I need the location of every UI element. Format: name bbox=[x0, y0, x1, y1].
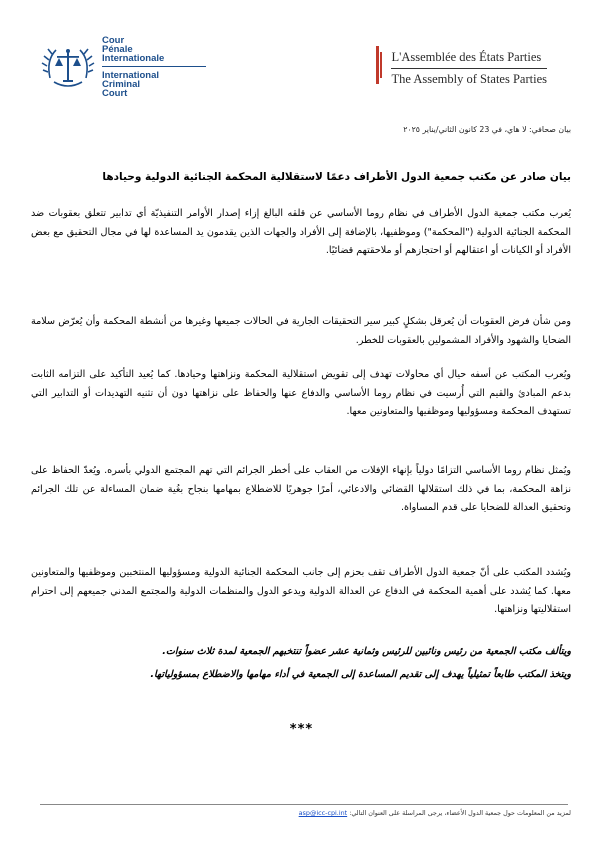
footer-text: لمزيد من المعلومات حول جمعية الدول الأعضاء، يرجى المراسلة على العنوان التالي: bbox=[349, 809, 571, 817]
organization-names bbox=[102, 36, 206, 98]
paragraph-3: ويُعرب المكتب عن أسفه حيال أي محاولات تهدف إلى تقويض استقلالية المحكمة ونزاهتها وحيادها. كما يُعيد التأكيد على التزامه الثابت بدعم المبادئ والقيم التي أُرسيت في نظام روما الأساسي والدفاع عنها والحفاظ على نزاهتها دون أن تثنيه التهديدات أو التدابير التي تستهدف المحكمة ومسؤوليها وموظفيها والمتعاونين معها. bbox=[31, 369, 571, 417]
footer-email-link[interactable]: asp@icc-cpi.int bbox=[298, 809, 348, 817]
dateline: بيان صحافي: لا هاي، في 23 كانون الثاني/يناير ٢٠٢٥ bbox=[403, 125, 571, 134]
paragraph-2: ومن شأن فرض العقوبات أن يُعرقل بشكلٍ كبير سير التحقيقات الجارية في الحالات جميعها وغيرها من أنشطة المحكمة وأن يُعرّض سلامة الضحايا والشهود والأفراد المشمولين بالعقوبات للخطر. bbox=[31, 316, 571, 346]
org-fr-line: Internationale bbox=[102, 53, 165, 64]
org-fr-line: Cour bbox=[102, 35, 125, 46]
footer bbox=[299, 809, 571, 817]
org-en-line: Criminal bbox=[102, 79, 141, 90]
statement-title: بيان صادر عن مكتب جمعية الدول الأطراف دعمًا لاستقلالية المحكمة الجنائية الدولية وحيادها bbox=[102, 171, 571, 183]
asp-header bbox=[391, 50, 547, 87]
separator-stars: *** bbox=[289, 722, 314, 737]
footer-divider bbox=[40, 804, 568, 805]
note-role: ويتخذ المكتب طابعاً تمثيلياً يهدف إلى تقديم المساعدة إلى الجمعية في أداء مهامها والاضطلاع بمسؤولياتها. bbox=[150, 669, 571, 680]
asp-emblem-icon bbox=[373, 46, 385, 84]
asp-title-french: L'Assemblée des États Parties bbox=[391, 50, 547, 69]
scales-of-justice-icon bbox=[40, 38, 96, 98]
org-en-line: Court bbox=[102, 88, 128, 99]
org-name-french bbox=[102, 36, 206, 67]
paragraph-5: ويُشدد المكتب على أنّ جمعية الدول الأطراف تقف بحزم إلى جانب المحكمة الجنائية الدولية ومسؤوليها المنتخبين وموظفيها والمتعاونين معها. كما يُشدد على أهمية المحكمة في الدفاع عن العدالة الدولية ويدعو الدول والمنظمات الدولية والمجتمع المدني جميعهم إلى احترام استقلاليتها ونزاهتها. bbox=[31, 567, 571, 615]
icc-logo bbox=[40, 36, 200, 106]
org-en-line: International bbox=[102, 70, 160, 81]
note-composition: ويتألف مكتب الجمعية من رئيس ونائبين للرئيس وثمانية عشر عضواً تنتخبهم الجمعية لمدة ثلاث سنوات. bbox=[162, 646, 571, 657]
paragraph-1: يُعرب مكتب جمعية الدول الأطراف في نظام روما الأساسي عن قلقه البالغ إزاء إصدار الأوامر التنفيذيّة أي تدابير تتعلق بعقوبات ضد المحكمة الجنائية الدولية ("المحكمة") وموظفيها، بالإضافة إلى الأفراد والجهات الذين يقدمون يد المساعدة لها في مجال التحقيق مع بعض الأفراد أو الكيانات أو اعتقالهم أو احتجازهم أو ملاحقتهم قضائيًا. bbox=[31, 208, 571, 256]
paragraph-4: ويُمثل نظام روما الأساسي التزامًا دولياً بإنهاء الإفلات من العقاب على أخطر الجرائم التي تهم المجتمع الدولي بأسره. ويُعدّ الحفاظ على نزاهة المحكمة، بما في ذلك استقلالها القضائي والادعائي، أمرًا جوهريًا للاضطلاع بمهامها بنجاح بغُية ضمان المساءلة عن تلك الجرائم وتحقيق العدالة للضحايا على قدم المساواة. bbox=[31, 465, 571, 513]
org-fr-line: Pénale bbox=[102, 44, 133, 55]
asp-title-english: The Assembly of States Parties bbox=[391, 72, 547, 86]
org-name-english bbox=[102, 71, 206, 98]
